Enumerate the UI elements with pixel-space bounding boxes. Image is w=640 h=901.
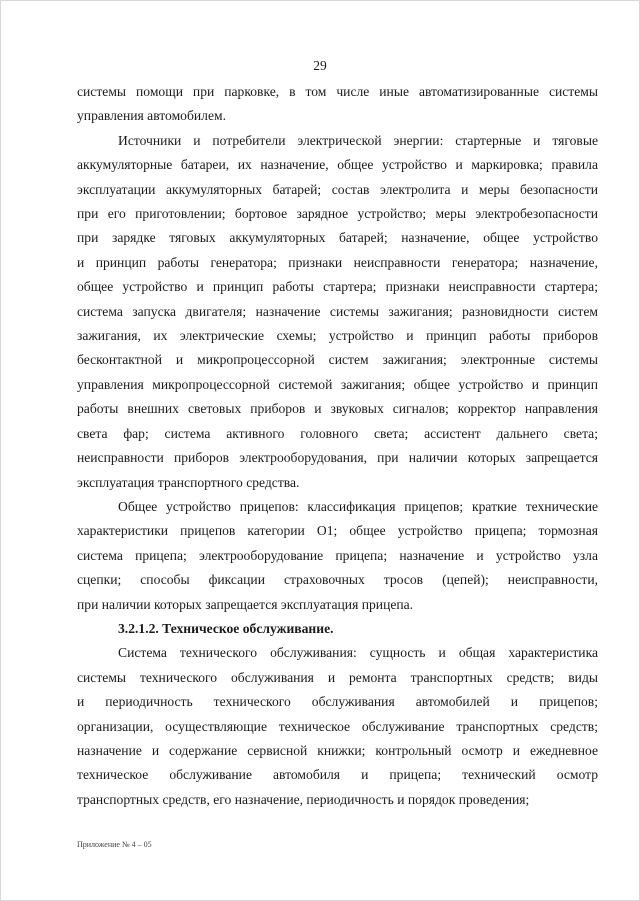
paragraph-line: при наличии которых запрещается эксплуатация прицепа. [77, 596, 414, 612]
paragraph-line: организации, осуществляющие техническое обслуживание транспортных средств; [77, 718, 598, 734]
document-body [77, 80, 598, 812]
section-heading: 3.2.1.2. Техническое обслуживание. [118, 620, 334, 636]
paragraph-line: управления автомобилем. [77, 108, 226, 124]
paragraph-line: бесконтактной и микропроцессорной систем зажигания; электронные системы [77, 352, 598, 368]
paragraph-line: эксплуатация транспортного средства. [77, 474, 300, 490]
paragraph-line: общее устройство и принцип работы стартера; признаки неисправности стартера; [77, 279, 598, 295]
paragraph-line: неисправности приборов электрооборудования, при наличии которых запрещается [77, 450, 598, 466]
paragraph-line: назначение и содержание сервисной книжки; контрольный осмотр и ежедневное [77, 742, 598, 758]
paragraph-line: аккумуляторные батареи, их назначение, общее устройство и маркировка; правила [77, 157, 598, 173]
paragraph-line: системы помощи при парковке, в том числе иные автоматизированные системы [77, 84, 598, 99]
paragraph-line: при его приготовлении; бортовое зарядное устройство; меры электробезопасности [77, 206, 598, 222]
paragraph-line: управления микропроцессорной системой зажигания; общее устройство и принцип [77, 376, 598, 392]
paragraph-line: система запуска двигателя; назначение системы зажигания; разновидности систем [77, 303, 598, 319]
paragraph-line: сцепки; способы фиксации страховочных тросов (цепей); неисправности, [77, 572, 598, 588]
paragraph-line: работы внешних световых приборов и звуковых сигналов; корректор направления [77, 401, 598, 417]
paragraph-line: характеристики прицепов категории O1; общее устройство прицепа; тормозная [77, 523, 598, 539]
paragraph-line: транспортных средств, его назначение, периодичность и порядок проведения; [77, 791, 530, 807]
paragraph-line: и принцип работы генератора; признаки неисправности генератора; назначение, [77, 254, 598, 270]
paragraph-line: Источники и потребители электрической энергии: стартерные и тяговые [118, 132, 598, 148]
page-number: 29 [313, 58, 327, 73]
paragraph-line: системы технического обслуживания и ремонта транспортных средств; виды [77, 669, 598, 685]
paragraph-line: Общее устройство прицепов: классификация прицепов; краткие технические [118, 498, 598, 514]
paragraph-line: и периодичность технического обслуживания автомобилей и прицепов; [77, 694, 598, 710]
paragraph-line: при зарядке тяговых аккумуляторных батарей; назначение, общее устройство [77, 230, 598, 246]
paragraph-line: техническое обслуживание автомобиля и прицепа; технический осмотр [77, 767, 598, 783]
paragraph-line: система прицепа; электрооборудование прицепа; назначение и устройство узла [77, 547, 598, 563]
paragraph-line: света фар; система активного головного света; ассистент дальнего света; [77, 425, 598, 441]
footer-note: Приложение № 4 – 05 [77, 840, 152, 849]
paragraph-line: эксплуатации аккумуляторных батарей; состав электролита и меры безопасности [77, 181, 598, 197]
paragraph-line: Система технического обслуживания: сущность и общая характеристика [118, 645, 598, 661]
paragraph-line: зажигания, их электрические схемы; устройство и принцип работы приборов [77, 328, 598, 344]
